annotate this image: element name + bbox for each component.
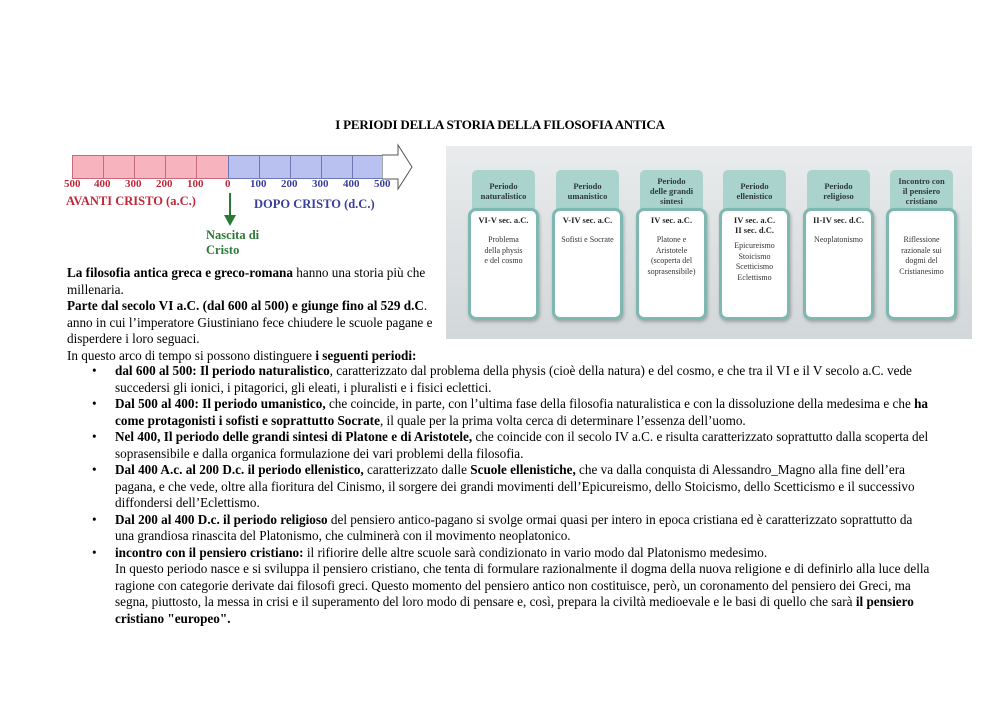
period-card-description <box>639 235 704 277</box>
list-item <box>92 462 932 512</box>
card-date-line: II-IV sec. d.C. <box>812 215 865 225</box>
period-card-date <box>639 215 704 225</box>
page-title: I PERIODI DELLA STORIA DELLA FILOSOFIA ANTICA <box>335 117 665 132</box>
card-desc-line: Riflessione <box>903 235 940 244</box>
intro-text-run: hanno una storia più che millenaria. <box>67 265 426 297</box>
item-text: , il quale per la prima volta cerca di determinare l’essenza dell’uomo. <box>379 412 746 428</box>
timeline <box>64 143 424 263</box>
period-card-header <box>890 170 953 212</box>
period-card-header <box>556 170 619 212</box>
card-desc-line: dogmi del <box>905 256 938 265</box>
timeline-segment-bc-5 <box>196 155 229 179</box>
period-card-body <box>552 208 623 320</box>
period-card-description <box>555 235 620 246</box>
card-head-line: Periodo <box>824 181 853 191</box>
item-bold: incontro con il pensiero cristiano: <box>115 544 304 560</box>
era-label-ad: DOPO CRISTO (d.C.) <box>254 197 375 211</box>
timeline-tick: 400 <box>94 178 111 190</box>
bullet: • <box>92 363 97 378</box>
card-head-line: religioso <box>823 191 854 201</box>
period-card <box>886 170 957 320</box>
period-card-description <box>889 235 954 277</box>
period-card-date <box>806 215 871 225</box>
period-card-body <box>636 208 707 320</box>
card-head-line: delle grandi <box>649 186 694 196</box>
list-item <box>92 512 932 545</box>
bullet: • <box>92 429 97 444</box>
list-item <box>92 545 932 628</box>
card-head-line: umanistico <box>567 191 608 201</box>
item-text: che coincide, in parte, con l’ultima fase della filosofia naturalistica e con la dissoluzione della medesima e che <box>325 396 915 411</box>
intro-paragraph <box>67 348 447 365</box>
card-desc-line: razionale sui <box>901 245 942 255</box>
card-head-line: naturalistico <box>480 191 527 201</box>
item-text: il rifiorire delle altre scuole sarà condizionato in vario modo dal Platonismo medesimo. <box>303 544 768 560</box>
timeline-tick: 400 <box>343 178 360 190</box>
period-card <box>803 170 874 320</box>
timeline-tick: 500 <box>374 178 391 190</box>
card-desc-line: Aristotele <box>655 245 688 255</box>
birth-label-line: Cristo <box>206 243 240 257</box>
period-card-body <box>886 208 957 320</box>
timeline-tick: 200 <box>156 178 173 190</box>
card-date-line: II sec. d.C. <box>735 225 774 235</box>
period-card <box>719 170 790 320</box>
card-desc-line: (scoperta del <box>650 256 693 265</box>
period-card-description <box>722 241 787 283</box>
item-text: del pensiero antico-pagano si svolge ormai quasi per intero in epoca cristiana ed è caratterizzato soprattutto da una grandiosa rinascita del Platonismo, che culminerà con il movimento neoplatonico. <box>115 511 913 543</box>
period-card <box>636 170 707 320</box>
timeline-tick: 100 <box>250 178 267 190</box>
periods-list <box>92 363 932 627</box>
item-bold: Dal 200 al 400 D.c. il periodo religioso <box>115 511 328 527</box>
card-head-line: Periodo <box>489 181 518 191</box>
card-desc-line: Stoicismo <box>738 251 771 261</box>
timeline-segment-ad-1 <box>228 155 260 179</box>
period-card-body <box>719 208 790 320</box>
timeline-segment-ad-5 <box>352 155 384 179</box>
intro-paragraph <box>67 265 447 298</box>
intro-paragraph <box>67 298 447 348</box>
timeline-segment-ad-3 <box>290 155 322 179</box>
item-bold: Nel 400, Il periodo delle grandi sintesi di Platone e di Aristotele, <box>115 429 473 444</box>
period-card <box>468 170 539 320</box>
birth-of-christ-label <box>206 228 259 258</box>
card-date-line: IV sec. a.C. <box>733 215 776 225</box>
card-desc-line: Neoplatonismo <box>814 235 863 244</box>
intro-text-run: . anno in cui l’imperatore Giustiniano fece chiudere le scuole pagane e disperdere i loro seguaci. <box>67 298 433 346</box>
timeline-tick: 500 <box>64 178 81 190</box>
period-card-header <box>472 170 535 212</box>
period-card-header <box>640 170 703 212</box>
list-item <box>92 396 932 429</box>
card-desc-line: Sofisti e Socrate <box>561 235 614 244</box>
card-head-line: Periodo <box>657 176 686 186</box>
card-desc-line: soprasensibile) <box>647 266 696 276</box>
card-desc-line: Problema <box>488 235 519 244</box>
card-desc-line: Epicureismo <box>734 241 775 250</box>
timeline-tick: 200 <box>281 178 298 190</box>
timeline-tick: 100 <box>187 178 204 190</box>
card-head-line: Periodo <box>573 181 602 191</box>
item-text: caratterizzato dalle <box>363 462 471 477</box>
list-item <box>92 429 932 462</box>
period-card-body <box>803 208 874 320</box>
bullet: • <box>92 511 97 527</box>
card-head-line: cristiano <box>905 196 938 206</box>
period-card-date <box>722 215 787 235</box>
card-date-line: IV sec. a.C. <box>650 215 693 225</box>
period-card-date <box>889 215 954 225</box>
card-desc-line: Cristianesimo <box>899 266 944 276</box>
card-desc-line: Scetticismo <box>735 262 774 271</box>
timeline-segment-ad-4 <box>321 155 353 179</box>
card-desc-line: e del cosmo <box>484 256 523 265</box>
timeline-segment-bc-4 <box>165 155 197 179</box>
intro-bold: La filosofia antica greca e greco-romana <box>67 265 293 280</box>
intro-bold: i seguenti periodi: <box>315 347 417 363</box>
item-bold: il pensiero cristiano "europeo". <box>115 594 914 626</box>
timeline-segment-bc-1 <box>72 155 104 179</box>
period-card-date <box>471 215 536 225</box>
periods-panel <box>446 146 972 339</box>
timeline-segment-bc-3 <box>134 155 166 179</box>
card-date-line: V-IV sec. a.C. <box>562 215 613 225</box>
list-item <box>92 363 932 396</box>
period-card-header <box>807 170 870 212</box>
period-card-body <box>468 208 539 320</box>
intro-text <box>67 265 447 364</box>
item-bold: dal 600 al 500: Il periodo naturalistico <box>115 363 330 378</box>
item-text: che coincide con il secolo IV a.C. e risulta caratterizzato soprattutto dalla scoperta del soprasensibile e dalla organica formulazione dei vari problemi della filosofia. <box>115 429 929 461</box>
card-head-line: Periodo <box>740 181 769 191</box>
period-card-header <box>723 170 786 212</box>
bullet: • <box>92 544 97 560</box>
period-card <box>552 170 623 320</box>
card-desc-line: Platone e <box>656 235 687 244</box>
item-bold: Scuole ellenistiche, <box>470 462 576 477</box>
period-card-date <box>555 215 620 225</box>
intro-bold: Parte dal secolo VI a.C. (dal 600 al 500) e giunge fino al 529 d.C <box>67 298 424 313</box>
item-bold: ha come protagonisti i sofisti e soprattutto Socrate <box>115 396 929 428</box>
card-head-line: Incontro con <box>898 176 945 186</box>
period-card-description <box>806 235 871 246</box>
bullet: • <box>92 396 97 411</box>
card-date-line: VI-V sec. a.C. <box>478 215 529 225</box>
intro-text-run: In questo arco di tempo si possono distinguere <box>67 347 316 363</box>
timeline-tick: 300 <box>125 178 142 190</box>
card-desc-line: della physis <box>484 245 523 255</box>
timeline-tick: 300 <box>312 178 329 190</box>
item-bold: Dal 400 A.c. al 200 D.c. il periodo ellenistico, <box>115 462 364 477</box>
item-text: , caratterizzato dal problema della physis (cioè della natura) e del cosmo, e che tra il VI e il V secolo a.C. vede succedersi gli ionici, i pitagorici, gli eleati, i pluralisti e i fisici eclettici. <box>115 363 912 395</box>
card-head-line: sintesi <box>660 196 683 206</box>
item-text: che va dalla conquista di Alessandro_Magno alla fine dell’era pagana, e che vede, oltre alla fioritura del Cinismo, il sorgere dei grandi movimenti dell’Epicureismo, dello Stoicismo, dello Scetticismo e il successivo diffondersi dell’Eclettismo. <box>115 462 915 510</box>
bullet: • <box>92 462 97 477</box>
timeline-segment-ad-2 <box>259 155 291 179</box>
birth-label-line: Nascita di <box>206 228 260 242</box>
down-arrow-icon <box>222 193 238 227</box>
timeline-tick-zero: 0 <box>225 178 231 190</box>
card-head-line: il pensiero <box>902 186 941 196</box>
card-head-line: ellenistico <box>736 191 773 201</box>
era-label-bc: AVANTI CRISTO (a.C.) <box>66 194 196 208</box>
period-card-description <box>471 235 536 267</box>
card-desc-line: Eclettismo <box>737 272 772 282</box>
item-text: In questo periodo nasce e si sviluppa il pensiero cristiano, che tenta di formulare razionalmente il dogma della nuova religione e di definirlo alla luce della ragione con categorie derivate dai filosofi greci. Questo momento del pensiero antico non costituisce, però, un coronamento del pensiero dei Greci, ma segna, piuttosto, la messa in crisi e il superamento del loro modo di pensare e, così, prepara la civiltà medioevale e le basi di quello che sarà <box>115 561 930 609</box>
timeline-segment-bc-2 <box>103 155 135 179</box>
item-bold: Dal 500 al 400: Il periodo umanistico, <box>115 396 326 411</box>
